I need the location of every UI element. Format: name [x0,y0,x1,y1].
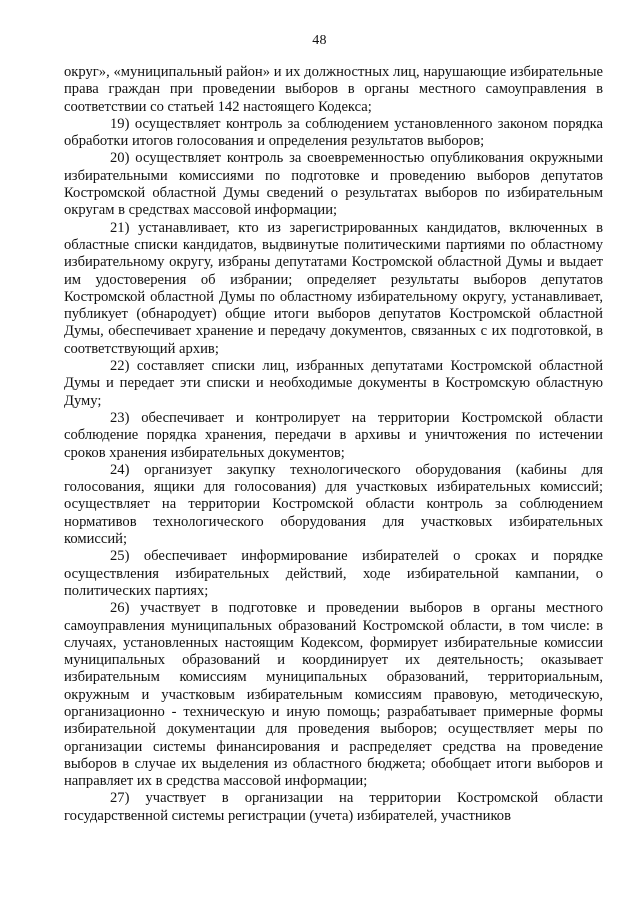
paragraph-item-22: 22) составляет списки лиц, избранных депутатами Костромской областной Думы и передает эти списки и необходимые документы в Костромскую областную Думу; [64,358,603,409]
paragraph-item-23: 23) обеспечивает и контролирует на территории Костромской области соблюдение порядка хранения, передачи в архивы и уничтожения по истечении сроков хранения избирательных документов; [64,409,603,461]
paragraph-item-26: 26) участвует в подготовке и проведении выборов в органы местного самоуправления муниципальных образований Костромской области, в том числе: в случаях, установленных настоящим Кодексом, формирует избирательные комиссии муниципальных образований и координирует их деятельность; оказывает избирательным комиссиям муниципальных образований, территориальным, окружным и участковым избирательным комиссиям правовую, методическую, организационно - техническую и иную помощь; разрабатывает примерные формы избирательной документации для проведения выборов; осуществляет меры по организации системы финансирования и распределяет средства на проведение выборов в случае их выделения из областного бюджета; обобщает итоги выборов и направляет их в средства массовой информации; [64,600,603,790]
paragraph-item-19: 19) осуществляет контроль за соблюдением установленного законом порядка обработки итогов голосования и определения результатов выборов; [64,115,603,150]
document-body [64,64,603,825]
paragraph-item-21: 21) устанавливает, кто из зарегистрированных кандидатов, включенных в областные списки кандидатов, выдвинутые политическими партиями по областному избирательному округу, избраны депутатами Костромской областной Думы и выдает им удостоверения об избрании; определяет результаты выборов депутатов Костромской областной Думы по областному избирательному округу, устанавливает, публикует (обнародует) общие итоги выборов депутатов Костромской областной Думы, обеспечивает хранение и передачу документов, связанных с их подготовкой, в соответствующий архив; [64,219,603,357]
paragraph-item-20: 20) осуществляет контроль за своевременностью опубликования окружными избирательными комиссиями по подготовке и проведению выборов депутатов Костромской областной Думы сведений о результатах выборов по избирательным округам в средствах массовой информации; [64,150,603,219]
paragraph-item-24: 24) организует закупку технологического оборудования (кабины для голосования, ящики для голосования) для участковых избирательных комиссий; осуществляет на территории Костромской области контроль за соблюдением нормативов технологического оборудования для участковых избирательных комиссий; [64,461,603,548]
paragraph-continued: округ», «муниципальный район» и их должностных лиц, нарушающие избирательные права граждан при проведении выборов в органы местного самоуправления в соответствии со статьей 142 настоящего Кодекса; [64,64,603,115]
paragraph-item-27: 27) участвует в организации на территории Костромской области государственной системы регистрации (учета) избирателей, участников [64,790,603,824]
paragraph-item-25: 25) обеспечивает информирование избирателей о сроках и порядке осуществления избирательных действий, ходе избирательной кампании, о политических партиях; [64,548,603,599]
page-number: 48 [312,33,327,48]
